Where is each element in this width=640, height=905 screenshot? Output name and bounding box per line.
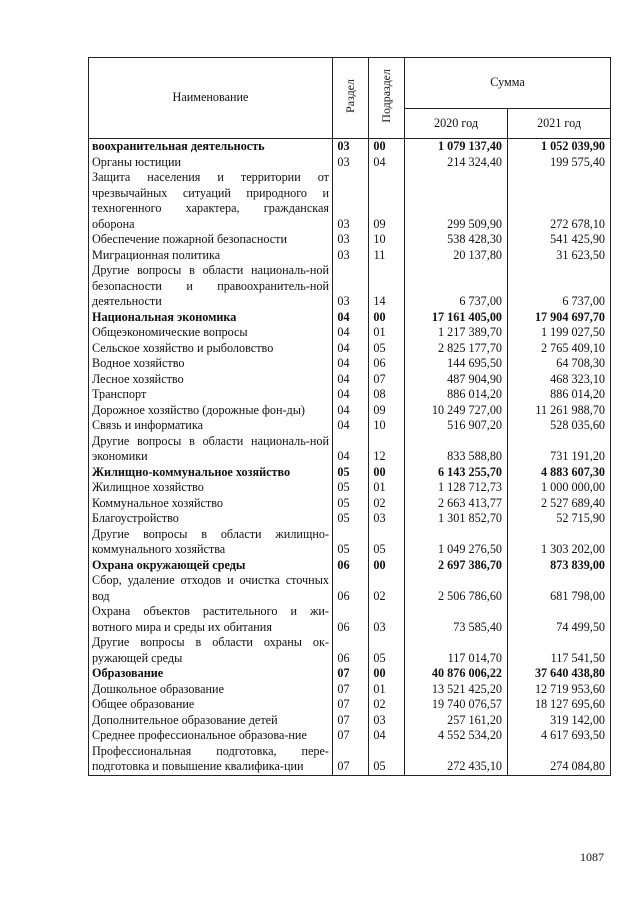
row-name: Жилищно-коммунальное хозяйство [89,465,333,481]
table-row [89,325,611,341]
row-subsection: 05 [369,635,405,666]
row-name: Коммунальное хозяйство [89,496,333,512]
table-row [89,480,611,496]
row-subsection: 00 [369,310,405,326]
row-value-2020: 144 695,50 [405,356,508,372]
header-sum: Сумма [405,58,611,109]
row-value-2021: 31 623,50 [508,248,611,264]
row-value-2020: 1 301 852,70 [405,511,508,527]
table-row [89,418,611,434]
row-value-2021: 1 052 039,90 [508,139,611,155]
row-section: 06 [333,558,369,574]
row-value-2020: 20 137,80 [405,248,508,264]
row-section: 05 [333,496,369,512]
row-value-2020: 17 161 405,00 [405,310,508,326]
row-name: Благоустройство [89,511,333,527]
table-row [89,682,611,698]
row-value-2021: 873 839,00 [508,558,611,574]
row-subsection: 03 [369,511,405,527]
row-subsection: 09 [369,403,405,419]
row-subsection: 11 [369,248,405,264]
table-body [89,139,611,776]
row-section: 03 [333,155,369,171]
table-row [89,558,611,574]
row-section: 04 [333,341,369,357]
row-subsection: 03 [369,604,405,635]
row-value-2021: 12 719 953,60 [508,682,611,698]
row-subsection: 02 [369,573,405,604]
table-row [89,527,611,558]
row-name: Охрана окружающей среды [89,558,333,574]
row-value-2021: 272 678,10 [508,170,611,232]
table-row [89,248,611,264]
row-name: Транспорт [89,387,333,403]
table-row [89,511,611,527]
row-subsection: 12 [369,434,405,465]
table-row [89,713,611,729]
table-row [89,232,611,248]
row-value-2021: 1 199 027,50 [508,325,611,341]
row-name: Другие вопросы в области националь-ной безопасности и правоохранитель-ной деятельности [89,263,333,310]
row-section: 05 [333,527,369,558]
row-name: Другие вопросы в области охраны ок-ружающей среды [89,635,333,666]
row-section: 07 [333,728,369,744]
row-name: Обеспечение пожарной безопасности [89,232,333,248]
row-value-2020: 1 128 712,73 [405,480,508,496]
row-section: 06 [333,604,369,635]
row-section: 07 [333,697,369,713]
row-value-2020: 2 697 386,70 [405,558,508,574]
row-value-2020: 487 904,90 [405,372,508,388]
row-value-2020: 13 521 425,20 [405,682,508,698]
row-value-2021: 4 617 693,50 [508,728,611,744]
page-number: 1087 [580,850,604,864]
row-name: Охрана объектов растительного и жи-вотного мира и среды их обитания [89,604,333,635]
row-name: Миграционная политика [89,248,333,264]
table-row [89,155,611,171]
header-name: Наименование [89,58,333,139]
row-value-2020: 19 740 076,57 [405,697,508,713]
row-name: Органы юстиции [89,155,333,171]
row-section: 06 [333,635,369,666]
row-value-2020: 1 049 276,50 [405,527,508,558]
header-subsection [369,58,405,139]
table-row [89,170,611,232]
row-value-2020: 1 079 137,40 [405,139,508,155]
row-section: 05 [333,480,369,496]
row-subsection: 05 [369,744,405,776]
row-value-2020: 6 143 255,70 [405,465,508,481]
row-value-2020: 10 249 727,00 [405,403,508,419]
row-subsection: 00 [369,139,405,155]
row-name: Национальная экономика [89,310,333,326]
row-name: Среднее профессиональное образова-ние [89,728,333,744]
row-name: Дорожное хозяйство (дорожные фон-ды) [89,403,333,419]
row-subsection: 09 [369,170,405,232]
table-row [89,697,611,713]
row-value-2021: 528 035,60 [508,418,611,434]
row-subsection: 07 [369,372,405,388]
row-name: Общеэкономические вопросы [89,325,333,341]
row-value-2021: 681 798,00 [508,573,611,604]
row-value-2021: 1 000 000,00 [508,480,611,496]
table-row [89,604,611,635]
row-section: 07 [333,682,369,698]
row-subsection: 10 [369,418,405,434]
row-section: 04 [333,418,369,434]
row-subsection: 01 [369,682,405,698]
row-section: 05 [333,465,369,481]
table-row [89,356,611,372]
row-value-2020: 257 161,20 [405,713,508,729]
row-value-2021: 17 904 697,70 [508,310,611,326]
row-value-2021: 731 191,20 [508,434,611,465]
table-row [89,403,611,419]
row-section: 03 [333,232,369,248]
row-value-2020: 40 876 006,22 [405,666,508,682]
table-row [89,465,611,481]
row-subsection: 01 [369,325,405,341]
row-subsection: 04 [369,155,405,171]
row-value-2020: 117 014,70 [405,635,508,666]
row-value-2021: 4 883 607,30 [508,465,611,481]
row-subsection: 10 [369,232,405,248]
row-value-2020: 538 428,30 [405,232,508,248]
row-section: 04 [333,434,369,465]
row-name: Жилищное хозяйство [89,480,333,496]
row-value-2020: 214 324,40 [405,155,508,171]
row-value-2021: 2 765 409,10 [508,341,611,357]
row-subsection: 06 [369,356,405,372]
row-value-2020: 2 506 786,60 [405,573,508,604]
table-row [89,573,611,604]
row-name: Дошкольное образование [89,682,333,698]
row-value-2021: 64 708,30 [508,356,611,372]
row-subsection: 05 [369,341,405,357]
row-name: Профессиональная подготовка, пере-подготовка и повышение квалифика-ции [89,744,333,776]
row-value-2021: 117 541,50 [508,635,611,666]
row-name: Дополнительное образование детей [89,713,333,729]
row-value-2021: 37 640 438,80 [508,666,611,682]
table-row [89,372,611,388]
row-subsection: 00 [369,465,405,481]
row-value-2021: 541 425,90 [508,232,611,248]
row-value-2021: 6 737,00 [508,263,611,310]
row-subsection: 02 [369,496,405,512]
row-section: 07 [333,666,369,682]
row-value-2020: 73 585,40 [405,604,508,635]
row-value-2020: 4 552 534,20 [405,728,508,744]
row-name: воохранительная деятельность [89,139,333,155]
header-subsection-label: Подраздел [378,68,393,123]
row-value-2021: 319 142,00 [508,713,611,729]
row-section: 04 [333,387,369,403]
table-row [89,635,611,666]
row-value-2021: 74 499,50 [508,604,611,635]
budget-table [88,57,611,776]
row-name: Другие вопросы в области националь-ной экономики [89,434,333,465]
row-section: 04 [333,372,369,388]
row-value-2020: 2 825 177,70 [405,341,508,357]
table-row [89,263,611,310]
header-year-2020: 2020 год [405,108,508,138]
table-row [89,310,611,326]
table-row [89,139,611,155]
row-section: 03 [333,170,369,232]
row-value-2021: 52 715,90 [508,511,611,527]
header-section-label: Раздел [342,78,357,113]
row-section: 06 [333,573,369,604]
row-section: 05 [333,511,369,527]
table-row [89,496,611,512]
row-name: Образование [89,666,333,682]
row-name: Сельское хозяйство и рыболовство [89,341,333,357]
row-subsection: 14 [369,263,405,310]
table-row [89,744,611,776]
row-value-2020: 299 509,90 [405,170,508,232]
row-name: Связь и информатика [89,418,333,434]
row-value-2020: 833 588,80 [405,434,508,465]
row-subsection: 04 [369,728,405,744]
row-value-2020: 6 737,00 [405,263,508,310]
row-subsection: 01 [369,480,405,496]
header-year-2021: 2021 год [508,108,611,138]
row-subsection: 03 [369,713,405,729]
row-value-2021: 199 575,40 [508,155,611,171]
row-section: 07 [333,713,369,729]
row-name: Водное хозяйство [89,356,333,372]
table-header [89,58,611,139]
header-section [333,58,369,139]
row-value-2021: 1 303 202,00 [508,527,611,558]
row-value-2021: 11 261 988,70 [508,403,611,419]
row-subsection: 00 [369,666,405,682]
row-section: 04 [333,356,369,372]
table-row [89,434,611,465]
row-name: Общее образование [89,697,333,713]
row-section: 07 [333,744,369,776]
row-section: 03 [333,263,369,310]
row-section: 03 [333,139,369,155]
row-subsection: 02 [369,697,405,713]
row-value-2021: 18 127 695,60 [508,697,611,713]
row-value-2021: 274 084,80 [508,744,611,776]
row-value-2020: 886 014,20 [405,387,508,403]
row-name: Защита населения и территории от чрезвычайных ситуаций природного и техногенного характера, гражданская оборона [89,170,333,232]
row-value-2020: 1 217 389,70 [405,325,508,341]
row-name: Сбор, удаление отходов и очистка сточных вод [89,573,333,604]
row-section: 04 [333,310,369,326]
row-subsection: 05 [369,527,405,558]
row-name: Другие вопросы в области жилищно-коммунального хозяйства [89,527,333,558]
row-name: Лесное хозяйство [89,372,333,388]
table-row [89,666,611,682]
table-row [89,341,611,357]
row-value-2020: 2 663 413,77 [405,496,508,512]
row-section: 04 [333,325,369,341]
row-value-2021: 468 323,10 [508,372,611,388]
row-section: 03 [333,248,369,264]
row-value-2021: 2 527 689,40 [508,496,611,512]
row-value-2020: 272 435,10 [405,744,508,776]
table-row [89,728,611,744]
table-row [89,387,611,403]
row-value-2020: 516 907,20 [405,418,508,434]
row-value-2021: 886 014,20 [508,387,611,403]
row-section: 04 [333,403,369,419]
row-subsection: 00 [369,558,405,574]
row-subsection: 08 [369,387,405,403]
